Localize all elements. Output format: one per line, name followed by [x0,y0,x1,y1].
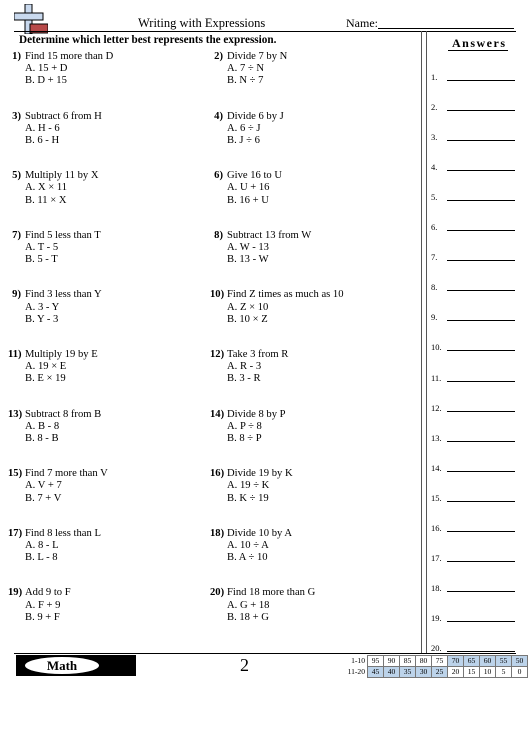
option-a: A. 19 ÷ K [227,480,270,492]
question-item [8,587,200,624]
score-cell: 40 [384,667,400,678]
question-number: 9) [12,289,21,301]
score-cell: 50 [512,656,528,667]
question-prompt: Find 18 more than G [227,587,316,599]
question-item [8,349,200,386]
answer-number: 7. [431,252,438,263]
cross-logo-icon [14,4,48,34]
score-row-label: 11-20 [347,667,365,676]
option-a: A. T - 5 [25,242,59,253]
question-item [210,468,402,505]
answer-blank[interactable] [447,170,515,171]
option-b: B. 7 + V [25,492,62,504]
question-number: 18) [210,527,225,539]
answer-row [431,431,517,443]
option-a: A. R - 3 [227,361,262,373]
score-cell: 95 [368,656,384,667]
score-cell: 60 [480,656,496,667]
column-divider [421,31,427,653]
answer-number: 18. [431,582,442,593]
answer-row [431,551,517,563]
answer-blank[interactable] [447,621,515,622]
option-a: A. 15 + D [25,63,68,75]
score-row-label: 1-10 [351,656,365,665]
option-a: A. G + 18 [227,599,270,611]
instructions: Determine which letter best represents the expression. [19,34,277,46]
option-a: A. F + 9 [25,599,61,611]
question-prompt: Give 16 to U [227,170,283,182]
answer-number: 19. [431,612,442,623]
option-b: B. 8 ÷ P [227,433,262,444]
answer-number: 5. [431,192,438,203]
option-b: B. 9 + F [25,611,60,623]
page-title: Writing with Expressions [138,16,266,30]
question-item [210,528,402,565]
option-b: B. 8 - B [25,433,59,444]
question-number: 6) [214,170,223,182]
question-number: 1) [12,51,21,62]
answer-row [431,310,517,322]
option-b: B. K ÷ 19 [227,492,269,504]
score-cell: 25 [432,667,448,678]
question-prompt: Subtract 13 from W [227,229,312,241]
question-number: 8) [214,229,223,241]
score-cell: 90 [384,656,400,667]
question-item [210,289,402,326]
answer-number: 9. [431,312,438,323]
answer-row [431,401,517,413]
question-number: 14) [210,408,225,420]
option-a: A. W - 13 [227,242,269,253]
answer-blank[interactable] [447,561,515,562]
option-b: B. N ÷ 7 [227,75,264,87]
header-rule [14,31,516,32]
score-cell: 20 [448,667,464,678]
option-a: A. Z × 10 [227,301,269,313]
answer-number: 8. [431,282,438,293]
answer-number: 4. [431,162,438,173]
answers-heading: Answers [452,36,507,50]
answer-blank[interactable] [447,200,515,201]
question-item [8,51,200,88]
name-label: Name: [346,16,378,30]
name-line [378,28,514,29]
answer-number: 12. [431,402,442,413]
answers-underline [448,50,508,51]
answer-number: 10. [431,342,442,353]
answer-blank[interactable] [447,320,515,321]
option-b: B. 5 - T [25,254,58,266]
score-cell: 30 [416,667,432,678]
option-a: A. 19 × E [25,361,67,373]
question-item [8,111,200,148]
question-item [8,468,200,505]
answer-row [431,581,517,593]
score-cell: 55 [496,656,512,667]
page-number: 2 [240,655,249,675]
question-number: 15) [8,468,23,480]
option-b: B. 16 + U [227,194,269,206]
answer-row [431,641,517,653]
answer-blank[interactable] [447,411,515,412]
question-item [8,170,200,207]
option-b: B. J ÷ 6 [227,135,260,146]
question-item [8,528,200,565]
option-a: A. V + 7 [25,480,62,492]
question-number: 5) [12,170,21,182]
question-prompt: Divide 8 by P [227,408,286,420]
option-a: A. 10 ÷ A [227,540,269,551]
option-b: B. Y - 3 [25,313,59,325]
answer-number: 20. [431,642,442,653]
answer-row [431,70,517,82]
score-cell: 80 [416,656,432,667]
question-item [8,289,200,326]
question-item [210,111,402,148]
question-prompt: Divide 7 by N [227,51,288,62]
answer-number: 11. [431,372,442,383]
option-b: B. A ÷ 10 [227,552,268,564]
answer-row [431,130,517,142]
option-a: A. 3 - Y [25,301,60,313]
question-number: 16) [210,468,225,480]
score-cell: 5 [496,667,512,678]
answer-row [431,340,517,352]
option-a: A. 7 ÷ N [227,63,265,75]
option-a: A. H - 6 [25,122,60,134]
answer-number: 3. [431,132,438,143]
answer-row [431,371,517,383]
answer-row [431,220,517,232]
answer-number: 15. [431,492,442,503]
question-item [8,409,200,446]
question-item [210,587,402,624]
answer-blank[interactable] [447,230,515,231]
question-prompt: Subtract 6 from H [25,110,102,122]
option-b: B. 6 - H [25,135,60,146]
answer-row [431,190,517,202]
answer-number: 14. [431,462,442,473]
option-b: B. 3 - R [227,373,261,385]
question-prompt: Take 3 from R [227,349,289,360]
option-a: A. 8 - L [25,540,59,551]
answer-blank[interactable] [447,350,515,351]
question-prompt: Divide 10 by A [227,527,293,539]
question-prompt: Find 8 less than L [25,527,101,539]
option-b: B. E × 19 [25,373,66,385]
question-number: 11) [8,349,22,360]
question-number: 20) [210,587,225,599]
answer-number: 1. [431,72,438,82]
question-number: 17) [8,527,23,539]
answer-row [431,611,517,623]
option-b: B. 13 - W [227,254,269,266]
subject-label: Math [25,657,99,674]
option-a: A. U + 16 [227,182,270,194]
score-cell: 65 [464,656,480,667]
score-cell: 0 [512,667,528,678]
question-number: 19) [8,587,23,599]
option-a: A. X × 11 [25,182,68,194]
question-prompt: Subtract 8 from B [25,408,102,420]
question-item [210,230,402,267]
option-b: B. 11 × X [25,194,67,206]
answer-blank[interactable] [447,441,515,442]
answer-blank[interactable] [447,531,515,532]
question-prompt: Divide 19 by K [227,468,293,480]
question-prompt: Divide 6 by J [227,110,284,122]
option-b: B. 10 × Z [227,313,268,325]
answer-blank[interactable] [447,381,515,382]
answer-row [431,280,517,292]
question-number: 10) [210,289,225,301]
answer-number: 13. [431,432,442,443]
option-b: B. D + 15 [25,75,67,87]
score-row [343,656,528,667]
option-a: A. P ÷ 8 [227,420,262,432]
answer-blank[interactable] [447,651,515,652]
answer-row [431,521,517,533]
question-prompt: Find 3 less than Y [25,289,102,301]
answer-blank[interactable] [447,471,515,472]
score-cell: 35 [400,667,416,678]
answer-blank[interactable] [447,591,515,592]
answer-number: 2. [431,102,438,113]
option-b: B. L - 8 [25,552,58,564]
question-number: 13) [8,408,23,420]
question-prompt: Multiply 19 by E [25,349,98,360]
score-cell: 45 [368,667,384,678]
option-a: A. 6 ÷ J [227,122,261,134]
score-cell: 10 [480,667,496,678]
question-prompt: Add 9 to F [25,587,71,599]
answer-row [431,250,517,262]
question-item [210,409,402,446]
answer-blank[interactable] [447,140,515,141]
question-number: 2) [214,51,223,62]
score-cell: 75 [432,656,448,667]
answer-blank[interactable] [447,110,515,111]
question-number: 7) [12,229,21,241]
question-prompt: Multiply 11 by X [25,170,99,182]
question-item [210,349,402,386]
question-prompt: Find Z times as much as 10 [227,289,344,301]
answer-number: 16. [431,522,442,533]
answer-row [431,491,517,503]
question-item [8,230,200,267]
option-a: A. B - 8 [25,420,60,432]
question-prompt: Find 5 less than T [25,229,101,241]
question-number: 12) [210,349,225,360]
question-prompt: Find 15 more than D [25,51,114,62]
answer-blank[interactable] [447,80,515,81]
score-cell: 15 [464,667,480,678]
answer-blank[interactable] [447,290,515,291]
answer-row [431,160,517,172]
score-cell: 85 [400,656,416,667]
score-row [343,667,528,678]
answer-blank[interactable] [447,260,515,261]
question-number: 4) [214,110,223,122]
score-table [343,655,528,678]
answer-row [431,100,517,112]
option-b: B. 18 + G [227,611,269,623]
question-item [210,170,402,207]
question-item [210,51,402,88]
question-prompt: Find 7 more than V [25,468,108,480]
footer-rule [14,653,516,654]
answer-row [431,461,517,473]
answer-blank[interactable] [447,501,515,502]
answer-number: 6. [431,222,438,233]
answer-number: 17. [431,552,442,563]
score-cell: 70 [448,656,464,667]
question-number: 3) [12,110,21,122]
